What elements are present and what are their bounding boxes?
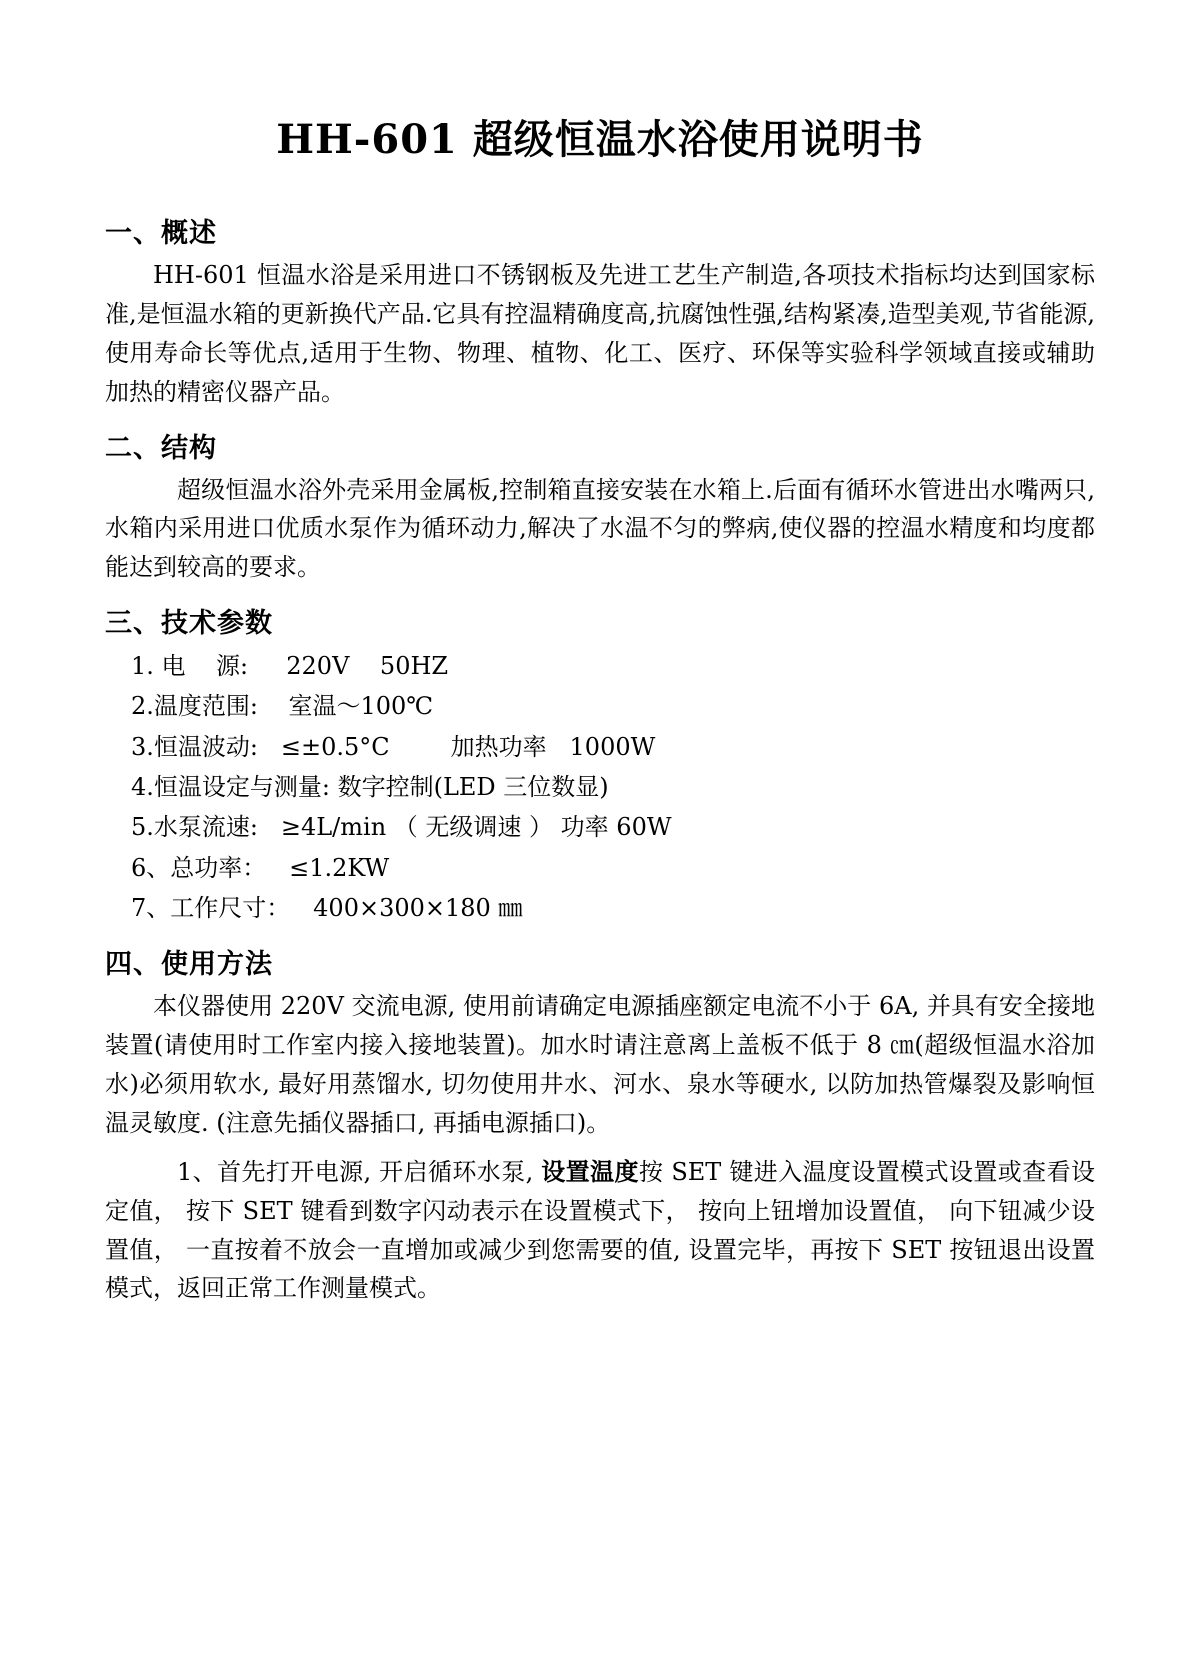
- section-paragraph-structure: 超级恒温水浴外壳采用金属板,控制箱直接安装在水箱上.后面有循环水管进出水嘴两只,水箱内采用进口优质水泵作为循环动力,解决了水温不匀的弊病,使仪器的控温水精度和均度都能达到较高的要求。: [105, 475, 1095, 582]
- specification-list: [105, 646, 1095, 928]
- usage-step-1-lead: 1、首先打开电源, 开启循环水泵,: [177, 1157, 542, 1186]
- spec-item-setting-and-measurement: 4.恒温设定与测量: 数字控制(LED 三位数显): [131, 773, 609, 802]
- section-heading-structure: 二、结构: [105, 432, 217, 464]
- page-title: HH-601 超级恒温水浴使用说明书: [276, 116, 924, 163]
- spec-item-total-power: 6、总功率： ≤1.2KW: [131, 853, 390, 882]
- section-heading-overview: 一、概述: [105, 218, 217, 249]
- usage-step-1-rest: 按 SET 键进入温度设置模式设置或查看设定值， 按下 SET 键看到数字闪动表示在设置模式下， 按向上钮增加设置值， 向下钮减少设置值， 一直按着不放会一直增加或减少到您需要的值, 设置完毕，再按下 SET 按钮退出设置模式，返回正常工作测量模式。: [105, 1157, 1095, 1303]
- spec-item-working-dimensions: 7、工作尺寸： 400×300×180 ㎜: [131, 894, 523, 922]
- section-heading-usage: 四、使用方法: [105, 949, 273, 981]
- usage-step-1-emphasis: 设置温度: [541, 1156, 639, 1186]
- section-heading-specs: 三、技术参数: [105, 608, 273, 640]
- spec-item-temperature-range: 2.温度范围: 室温～100℃: [131, 692, 434, 721]
- spec-item-pump-flow-rate: 5.水泵流速: ≥4L/min （ 无级调速 ） 功率 60W: [131, 813, 672, 842]
- spec-item-power-source: 1. 电 源: 220V 50HZ: [131, 652, 449, 681]
- section-paragraph-usage: 本仪器使用 220V 交流电源, 使用前请确定电源插座额定电流不小于 6A, 并具有安全接地装置(请使用时工作室内接入接地装置)。加水时请注意离上盖板不低于 8 ㎝(超级恒温水浴加水)必须用软水, 最好用蒸馏水, 切勿使用井水、河水、泉水等硬水, 以防加热管爆裂及影响恒温灵敏度. (注意先插仪器插口, 再插电源插口)。: [105, 992, 1095, 1137]
- spec-item-temperature-fluctuation: 3.恒温波动: ≤±0.5°C 加热功率 1000W: [131, 732, 656, 761]
- usage-step-1: [105, 1153, 1095, 1309]
- section-paragraph-overview: HH-601 恒温水浴是采用进口不锈钢板及先进工艺生产制造,各项技术指标均达到国家标准,是恒温水箱的更新换代产品.它具有控温精确度高,抗腐蚀性强,结构紧凑,造型美观,节省能源,使用寿命长等优点,适用于生物、物理、植物、化工、医疗、环保等实验科学领域直接或辅助加热的精密仪器产品。: [105, 261, 1095, 406]
